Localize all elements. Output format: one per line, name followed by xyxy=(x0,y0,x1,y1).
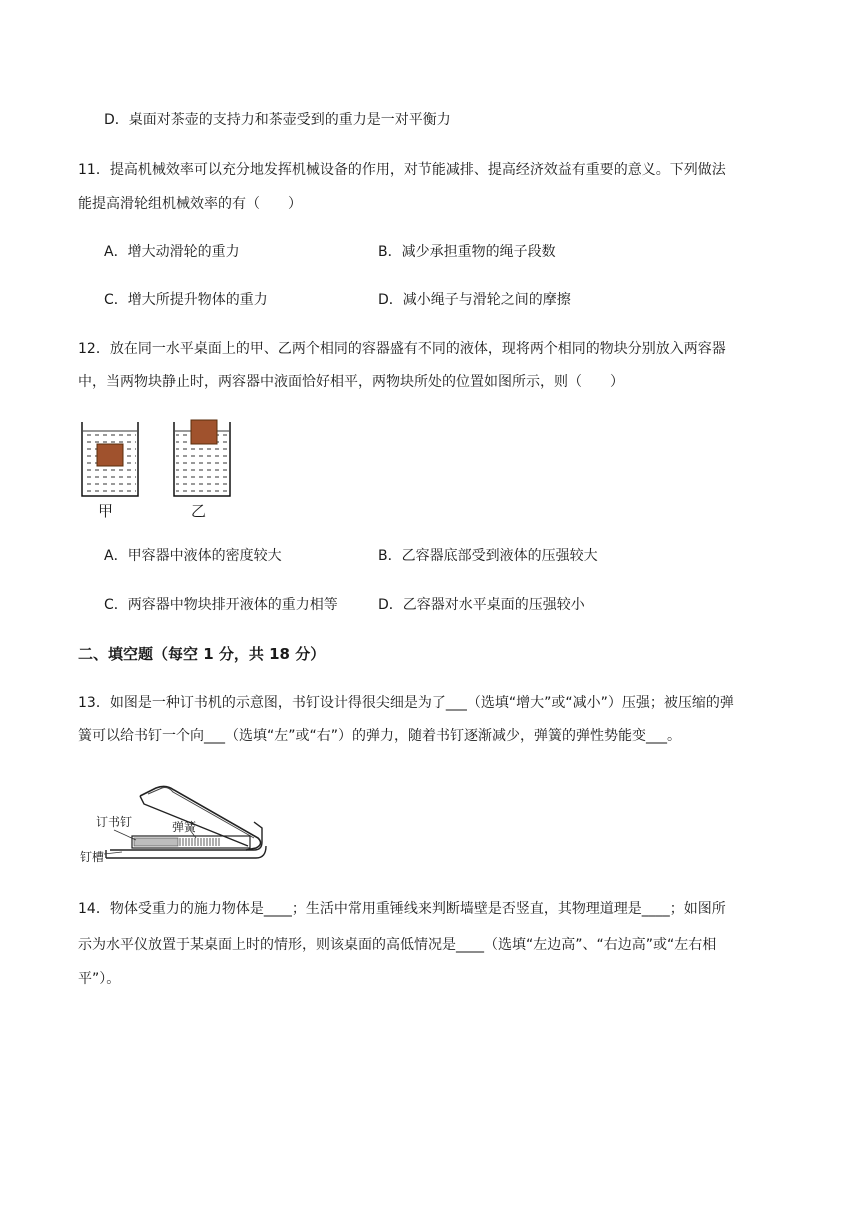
label-slot: 钉槽 xyxy=(80,850,105,864)
q14-stem-line1: 14．物体受重力的施力物体是____；生活中常用重锤线来判断墙壁是否竖直，其物理道理是____；如图所 xyxy=(78,901,726,917)
q11-stem-line1: 11．提高机械效率可以充分地发挥机械设备的作用，对节能减排、提高经济效益有重要的意义。下列做法 xyxy=(78,162,726,178)
block-yi xyxy=(191,420,217,444)
q11-option-a: A．增大动滑轮的重力 xyxy=(104,244,240,260)
q10-option-d: D．桌面对茶壶的支持力和茶壶受到的重力是一对平衡力 xyxy=(104,112,451,128)
q12-stem-line1: 12．放在同一水平桌面上的甲、乙两个相同的容器盛有不同的液体，现将两个相同的物块分别放入两容器 xyxy=(78,341,726,357)
label-jia: 甲 xyxy=(98,502,114,520)
section-heading: 二、填空题（每空 1 分，共 18 分） xyxy=(78,645,326,663)
q13-stem-line2: 簧可以给书钉一个向___（选填“左”或“右”）的弹力，随着书钉逐渐减少，弹簧的弹性势能变___。 xyxy=(78,728,682,744)
label-staples: 订书钉 xyxy=(96,815,133,829)
q12-option-a: A．甲容器中液体的密度较大 xyxy=(104,548,282,564)
q11-option-c: C．增大所提升物体的重力 xyxy=(104,292,268,308)
label-yi: 乙 xyxy=(191,502,207,520)
q11-option-b: B．减少承担重物的绳子段数 xyxy=(378,244,556,260)
q11-option-d: D．减小绳子与滑轮之间的摩擦 xyxy=(378,292,571,308)
q14-stem-line3: 平”）。 xyxy=(78,971,121,987)
q11-stem-line2: 能提高滑轮组机械效率的有（ ） xyxy=(78,196,302,212)
q14-stem-line2: 示为水平仪放置于某桌面上时的情形，则该桌面的高低情况是____（选填“左边高”、“右边高”或“左右相 xyxy=(78,937,717,953)
q12-option-b: B．乙容器底部受到液体的压强较大 xyxy=(378,548,598,564)
block-jia xyxy=(97,444,123,466)
q12-option-c: C．两容器中物块排开液体的重力相等 xyxy=(104,597,338,613)
q12-option-d: D．乙容器对水平桌面的压强较小 xyxy=(378,597,585,613)
label-spring: 弹簧 xyxy=(172,820,197,834)
container-yi xyxy=(174,420,230,496)
q12-stem-line2: 中，当两物块静止时，两容器中液面恰好相平，两物块所处的位置如图所示，则（ ） xyxy=(78,374,624,390)
container-jia xyxy=(82,422,138,496)
q13-stem-line1: 13．如图是一种订书机的示意图，书钉设计得很尖细是为了___（选填“增大”或“减小”）压强；被压缩的弹 xyxy=(78,695,734,711)
